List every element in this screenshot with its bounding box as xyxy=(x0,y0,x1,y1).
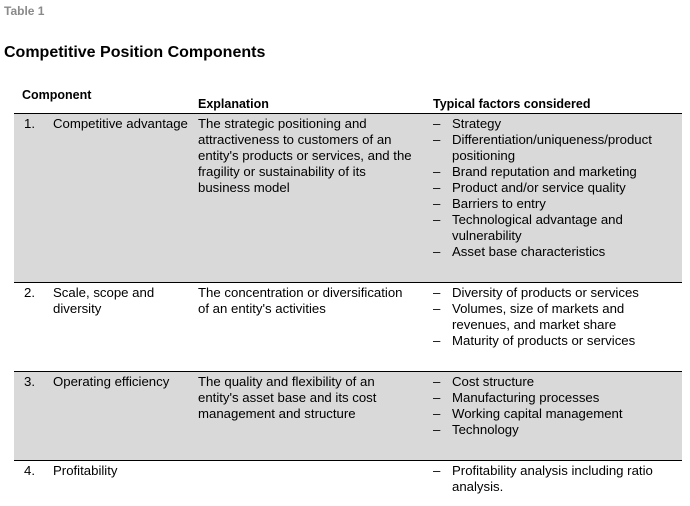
row-explanation: The concentration or diversification of an entity's activities xyxy=(198,285,403,316)
factor-item xyxy=(432,116,677,132)
dash-bullet: – xyxy=(433,180,441,195)
row-number: 1. xyxy=(24,116,35,131)
table-row xyxy=(14,113,682,282)
factor-item xyxy=(432,244,677,260)
factor-item xyxy=(432,333,677,349)
dash-bullet: – xyxy=(433,196,441,211)
dash-bullet: – xyxy=(433,301,441,316)
factor-text: Working capital management xyxy=(452,406,623,421)
dash-bullet: – xyxy=(433,406,441,421)
row-number: 2. xyxy=(24,285,35,300)
factor-item xyxy=(432,422,677,438)
factor-text: Asset base characteristics xyxy=(452,244,606,259)
factor-item xyxy=(432,180,677,196)
factor-text: Brand reputation and marketing xyxy=(452,164,637,179)
factor-item xyxy=(432,390,677,406)
factor-item xyxy=(432,463,677,495)
dash-bullet: – xyxy=(433,244,441,259)
dash-bullet: – xyxy=(433,285,441,300)
dash-bullet: – xyxy=(433,132,441,147)
factor-item xyxy=(432,212,677,244)
factor-text: Diversity of products or services xyxy=(452,285,639,300)
table-row xyxy=(14,460,682,506)
factor-item xyxy=(432,285,677,301)
factor-text: Strategy xyxy=(452,116,502,131)
factor-text: Product and/or service quality xyxy=(452,180,626,195)
factor-text: Maturity of products or services xyxy=(452,333,636,348)
dash-bullet: – xyxy=(433,463,441,478)
factor-item xyxy=(432,164,677,180)
table-row xyxy=(14,371,682,460)
factor-text: Differentiation/uniqueness/product positioning xyxy=(452,132,652,163)
factor-text: Manufacturing processes xyxy=(452,390,600,405)
factor-list xyxy=(432,116,677,260)
row-component: Scale, scope and diversity xyxy=(53,285,155,316)
header-explanation: Explanation xyxy=(198,97,269,111)
factor-item xyxy=(432,374,677,390)
row-component: Competitive advantage xyxy=(53,116,188,131)
factor-item xyxy=(432,196,677,212)
table-row xyxy=(14,282,682,371)
table-title: Competitive Position Components xyxy=(4,44,266,61)
row-component: Operating efficiency xyxy=(53,374,170,389)
row-number: 3. xyxy=(24,374,35,389)
header-factors: Typical factors considered xyxy=(433,97,591,111)
factor-text: Profitability analysis including ratio analysis. xyxy=(452,463,653,494)
header-component: Component xyxy=(22,88,92,102)
dash-bullet: – xyxy=(433,422,441,437)
dash-bullet: – xyxy=(433,164,441,179)
dash-bullet: – xyxy=(433,116,441,131)
dash-bullet: – xyxy=(433,333,441,348)
row-explanation: The strategic positioning and attractiveness to customers of an entity's products or services, and the fragility or sustainability of its business model xyxy=(198,116,412,195)
factor-text: Technological advantage and vulnerability xyxy=(452,212,623,243)
factor-list xyxy=(432,463,677,495)
dash-bullet: – xyxy=(433,212,441,227)
table-label: Table 1 xyxy=(4,4,45,18)
factor-list xyxy=(432,374,677,438)
factor-text: Volumes, size of markets and revenues, and market share xyxy=(452,301,625,332)
factor-item xyxy=(432,132,677,164)
row-component: Profitability xyxy=(53,463,118,478)
factor-text: Barriers to entry xyxy=(452,196,546,211)
factor-list xyxy=(432,285,677,349)
dash-bullet: – xyxy=(433,390,441,405)
factor-item xyxy=(432,301,677,333)
row-number: 4. xyxy=(24,463,35,478)
factor-text: Technology xyxy=(452,422,519,437)
dash-bullet: – xyxy=(433,374,441,389)
factor-text: Cost structure xyxy=(452,374,535,389)
row-explanation: The quality and flexibility of an entity's asset base and its cost management and structure xyxy=(198,374,377,421)
factor-item xyxy=(432,406,677,422)
